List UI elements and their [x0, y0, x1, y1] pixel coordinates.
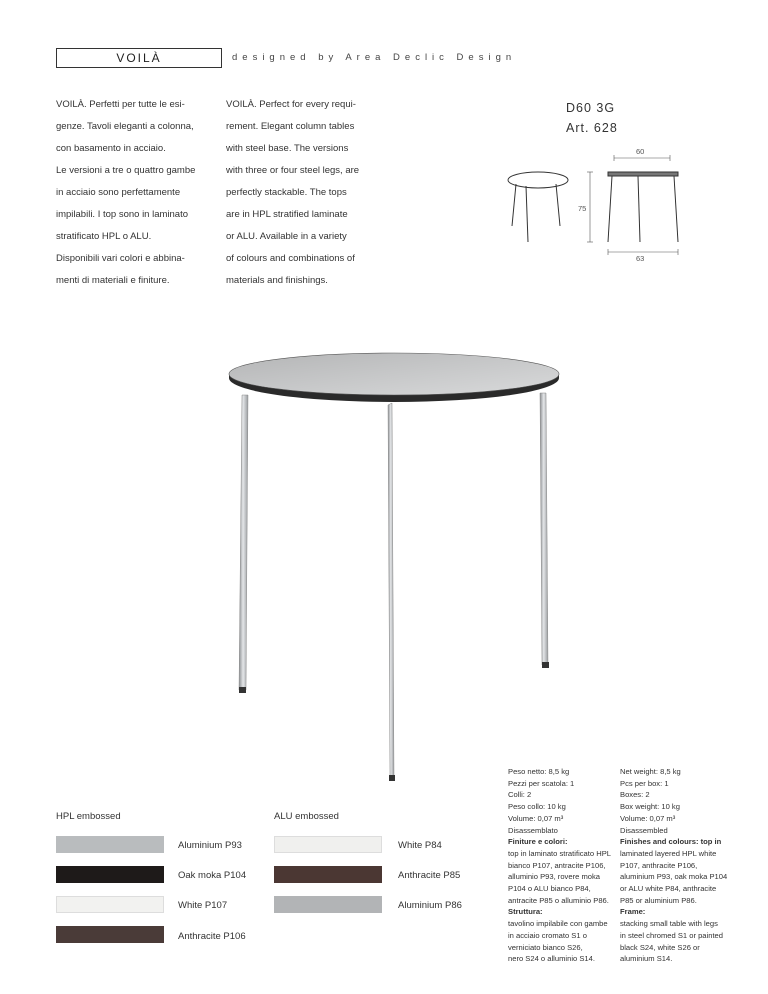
spec-line: alluminio P93, rovere moka — [508, 872, 601, 882]
specs-english — [620, 766, 730, 965]
spec-line: laminated layered HPL white — [620, 848, 717, 858]
spec-line: aluminium P93, oak moka P104 — [620, 872, 728, 882]
spec-line: black S24, white S26 or — [620, 942, 700, 952]
description-line: are in HPL stratified laminate — [226, 209, 348, 220]
swatch-label: White P84 — [398, 840, 442, 851]
spec-line: stacking small table with legs — [620, 919, 718, 929]
description-line: con basamento in acciaio. — [56, 143, 166, 154]
description-line: or ALU. Available in a variety — [226, 231, 347, 242]
spec-line: P104 o ALU bianco P84, — [508, 884, 591, 894]
spec-line: Boxes: 2 — [620, 790, 650, 800]
description-line: VOILÀ. Perfect for every requi- — [226, 99, 356, 110]
description-line: with three or four steel legs, are — [226, 165, 360, 176]
description-line: genze. Tavoli eleganti a colonna, — [56, 121, 194, 132]
swatch-alu-anthracite — [274, 866, 382, 883]
dimension-top-label: 60 — [636, 147, 645, 156]
spec-line: or ALU white P84, anthracite — [620, 884, 717, 894]
product-image — [220, 345, 570, 790]
spec-line: P85 or aluminium P86. — [620, 895, 697, 905]
perspective-sketch — [508, 172, 568, 242]
technical-drawing — [500, 146, 700, 266]
description-line: menti di materiali e finiture. — [56, 275, 170, 286]
spec-line: nero S24 o alluminio S14. — [508, 954, 595, 964]
spec-line: Finishes and colours: top in — [620, 837, 722, 847]
description-line: with steel base. The versions — [226, 143, 349, 154]
swatch-label: Aluminium P93 — [178, 840, 242, 851]
article-number: Art. 628 — [566, 121, 618, 135]
swatch-alu-white — [274, 836, 382, 853]
specs-italian — [508, 766, 613, 965]
spec-line: in acciaio cromato S1 o — [508, 930, 587, 940]
spec-line: antracite P85 o alluminio P86. — [508, 895, 609, 905]
spec-line: Frame: — [620, 907, 646, 917]
spec-line: Volume: 0,07 m³ — [620, 813, 676, 823]
description-english — [226, 94, 386, 292]
description-line: perfectly stackable. The tops — [226, 187, 347, 198]
spec-line: aluminium S14. — [620, 954, 673, 964]
spec-line: Box weight: 10 kg — [620, 802, 680, 812]
designed-by: designed by Area Declic Design — [232, 52, 517, 63]
description-line: rement. Elegant column tables — [226, 121, 355, 132]
swatch-label: White P107 — [178, 900, 228, 911]
description-line: materials and finishings. — [226, 275, 328, 286]
description-line: VOILÀ. Perfetti per tutte le esi- — [56, 99, 185, 110]
spec-line: Finiture e colori: — [508, 837, 568, 847]
description-line: in acciaio sono perfettamente — [56, 187, 181, 198]
alu-group-label: ALU embossed — [274, 811, 339, 822]
spec-line: Net weight: 8,5 kg — [620, 767, 681, 776]
spec-line: Peso collo: 10 kg — [508, 802, 566, 812]
product-name: VOILÀ — [116, 51, 162, 65]
dimension-base-label: 63 — [636, 254, 645, 263]
spec-line: top in laminato stratificato HPL — [508, 848, 611, 858]
swatch-hpl-aluminium — [56, 836, 164, 853]
description-line: Disponibili vari colori e abbina- — [56, 253, 185, 264]
spec-line: Peso netto: 8,5 kg — [508, 767, 570, 776]
spec-line: Disassembled — [620, 825, 668, 835]
spec-line: bianco P107, antracite P106, — [508, 860, 606, 870]
swatch-label: Oak moka P104 — [178, 870, 247, 881]
dimension-height — [587, 172, 593, 242]
swatch-label: Anthracite P106 — [178, 931, 246, 942]
dimension-height-label: 75 — [578, 204, 587, 213]
swatch-alu-aluminium — [274, 896, 382, 913]
model-code: D60 3G — [566, 101, 616, 115]
swatch-hpl-anthracite — [56, 926, 164, 943]
spec-line: Colli: 2 — [508, 790, 532, 800]
swatch-hpl-oak-moka — [56, 866, 164, 883]
spec-line: tavolino impilabile con gambe — [508, 919, 608, 929]
description-line: stratificato HPL o ALU. — [56, 231, 152, 242]
spec-line: Disassemblato — [508, 825, 558, 835]
spec-line: P107, anthracite P106, — [620, 860, 698, 870]
description-line: impilabili. I top sono in laminato — [56, 209, 189, 220]
swatch-label: Aluminium P86 — [398, 900, 462, 911]
swatch-label: Anthracite P85 — [398, 870, 461, 881]
front-view — [608, 172, 678, 242]
spec-line: Volume: 0,07 m³ — [508, 813, 564, 823]
hpl-group-label: HPL embossed — [56, 811, 121, 822]
spec-line: verniciato bianco S26, — [508, 942, 583, 952]
spec-line: Struttura: — [508, 907, 543, 917]
description-italian — [56, 94, 216, 292]
spec-line: in steel chromed S1 or painted — [620, 930, 723, 940]
swatch-hpl-white — [56, 896, 164, 913]
description-line: Le versioni a tre o quattro gambe — [56, 165, 196, 176]
spec-line: Pezzi per scatola: 1 — [508, 778, 575, 788]
product-name-box — [56, 48, 222, 68]
spec-line: Pcs per box: 1 — [620, 778, 669, 788]
description-line: of colours and combinations of — [226, 253, 355, 264]
